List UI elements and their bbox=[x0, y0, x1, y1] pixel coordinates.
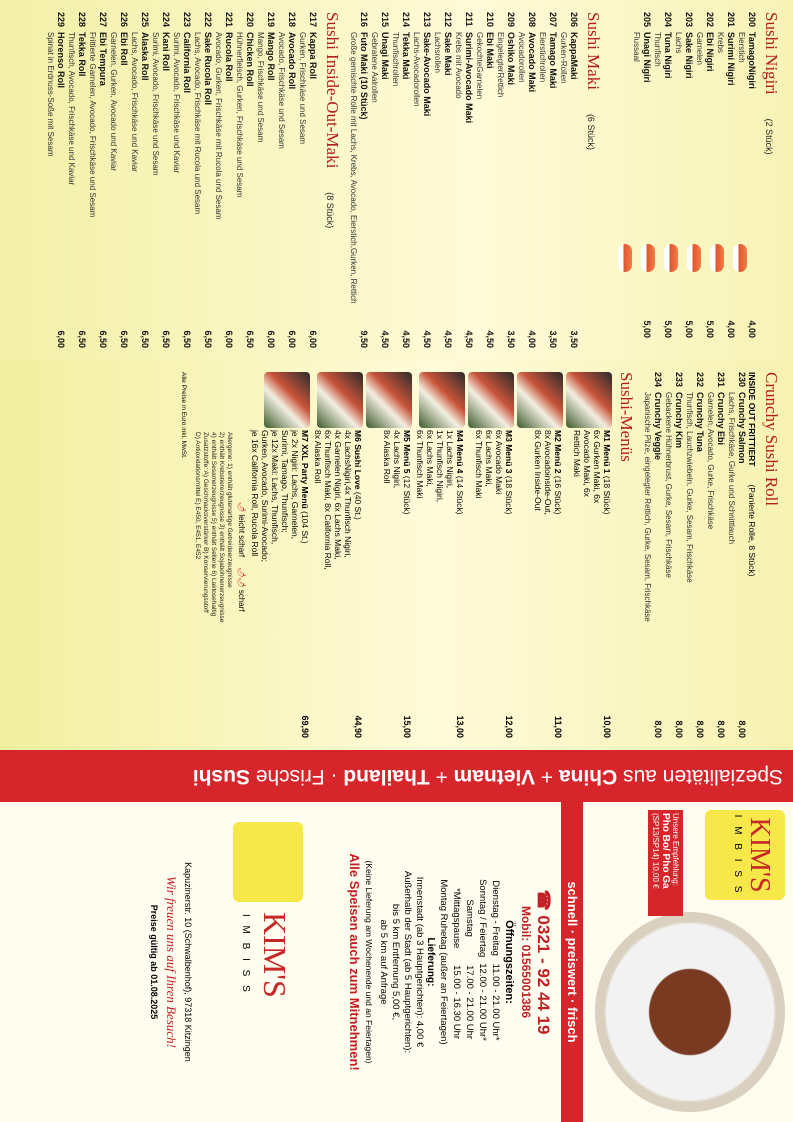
sushi-photo bbox=[317, 372, 363, 428]
sushi-photo bbox=[517, 372, 563, 428]
menu-item: 209 Oshiko Maki EingelegterRettich 3,50 bbox=[496, 12, 516, 348]
delivery-info: Innenstadt (ab 3 Hauptgerichten): 4,00 € Außerhalb der Stadt (ab 5 Hauptgerichten): bis 5 km Entfernung 5,00 €, ab 5 km auf Anfrage bbox=[378, 870, 425, 1054]
menus-section-title: Sushi-Menüs bbox=[617, 372, 636, 462]
allergen-notes bbox=[193, 432, 233, 738]
menu-item: 207 Tamago Maki Eierstichrollen 3,50 bbox=[538, 12, 558, 348]
menu-item: 222 Sake Rucola Roll Lachs, Avocado, Frischkäse mit Rucola und Sesam 6,50 bbox=[193, 12, 213, 348]
menu-item: 233 Crunchy Kim Gebackene Hühnerbrust, Gurke, Sesam, Frischkäse 8,00 bbox=[664, 372, 684, 738]
sushi-photo bbox=[366, 372, 412, 428]
sushi-photo bbox=[566, 372, 612, 428]
allergen-line: Allergene: 1) enthält glutenartige Getreideerzeugnisse bbox=[226, 432, 233, 588]
menu-set: M5 Menü 5 (12 Stück) 4x Lachs Nigiri, 8x Alaska Roll 15,00 bbox=[366, 372, 412, 738]
crunchy-list bbox=[642, 372, 747, 738]
menu-item: 231 Crunchy Ebi Garnelen, Avocado, Gurke, Frischkäse 8,00 bbox=[706, 372, 726, 738]
hours-row: Dienstag - Freitag 11.00 - 21.00 Uhr* bbox=[490, 880, 501, 1041]
prices-note: Alle Preise in Euro inkl. MwSt. bbox=[180, 372, 187, 459]
menu-item: 225 Alaska Roll Lachs, Avocado, Frischkäse und Kaviar 6,50 bbox=[130, 12, 150, 348]
header-area bbox=[583, 802, 793, 1122]
menu-item: 216 Futo Maki (10 Stück) Große gemischte Rolle mit Lachs, Krebs, Avocado, Eierstich,Gurken, Rettich 9,50 bbox=[349, 12, 369, 348]
phone-icon: ☎ bbox=[534, 889, 553, 911]
menu-item: 208 Avocado Maki Avocadorollen 4,00 bbox=[517, 12, 537, 348]
menus-list bbox=[250, 372, 612, 738]
address: Kapuzinerstr. 10 (Schwalbenhof), 97318 Kitzingen bbox=[183, 862, 193, 1062]
allergen-line: 4) enthält Sesamerzeugnisse 5) enthält Sellerie 6) Laktosehaltig bbox=[210, 432, 217, 617]
menu-item: 215 Unagi Maki Gebratene Aalrollen 4,50 bbox=[370, 12, 390, 348]
menu-item: 210 Ebi Maki GekochteGarnelen 4,50 bbox=[475, 12, 495, 348]
menu-item: 201 Surimi Nigiri Krebs bbox=[716, 12, 736, 86]
menu-item: 206 KappaMaki Gurken-Rollen 3,50 bbox=[559, 12, 579, 348]
nigiri-photo bbox=[611, 242, 757, 302]
mobile-number[interactable]: Mobil: 01565001386 bbox=[519, 905, 533, 1019]
menu-item: 229 Horenso Roll Spinat in Erdnuss-Soße mit Sesam 6,00 bbox=[46, 12, 66, 348]
menu-item: 223 California Roll Surimi, Avocado, Frischkäse und Kaviar 6,50 bbox=[172, 12, 192, 348]
sushi-photo bbox=[419, 372, 465, 428]
menu-item: 205 Unagi Nigiri Flussaal bbox=[632, 12, 652, 83]
menu-item: 228 Tekka Roll Thunfisch, Avocado, Frischkäse und Kaviar 6,50 bbox=[67, 12, 87, 348]
no-delivery-note: (Keine Lieferung am Wochenende und an Feiertagen) bbox=[364, 860, 374, 1064]
menu-item: 217 Kappa Roll Gurken, Frischkäse und Sesam 6,00 bbox=[298, 12, 318, 348]
menu-item: 227 Ebi Tempura Frittierte Garnelen, Avocado, Frischkäse und Sesam 6,50 bbox=[88, 12, 108, 348]
allergen-line: Zusatzstoffe: A) Geschmacksverstärker B) Konservierungsstoff bbox=[202, 432, 209, 613]
menu-set: M1 Menü 1 (18 Stück) 6x Gurken Maki, 6x Avocado Maki, 6x Rettich Maki 10,00 bbox=[566, 372, 612, 738]
chili-legend: 🌶 leicht scharf 🌶🌶 scharf bbox=[237, 502, 246, 612]
right-panel bbox=[0, 750, 793, 1122]
menu-item: 203 Sake Nigiri Lachs bbox=[674, 12, 694, 79]
sushi-photo bbox=[468, 372, 514, 428]
left-panel bbox=[0, 0, 793, 360]
menu-item: 200 TamagoNigiri Eierstich bbox=[737, 12, 757, 89]
phone-number[interactable]: ☎ 0321 - 92 44 19 bbox=[534, 889, 553, 1035]
insideout-section-title: Sushi Inside-Out-Maki(8 Stück) bbox=[323, 12, 342, 229]
nigiri-prices: 4,00 4,00 5,00 5,00 5,00 5,00 bbox=[642, 320, 757, 338]
rest-day: Montag Ruhetag (außer an Feiertagen) bbox=[438, 879, 449, 1045]
crunchy-subtitle: INSIDE OUT FRITTIERT bbox=[747, 372, 757, 467]
menu-set: M6 Sushi Love (40 St.) 4x LachsNigiri,4x Thunfisch Nigiri, 4x Garnelen Nigiri, 6x Lachs Maki, 6x Thunfisch Maki, 8x California Roll, 8x Alaska Roll 44,90 bbox=[313, 372, 363, 738]
pho-bowl-photo bbox=[595, 912, 785, 1112]
crunchy-section-title: Crunchy Sushi Roll bbox=[762, 372, 781, 507]
nigiri-list bbox=[611, 12, 757, 242]
menu-item: 224 Kani Roll Surimi, Avocado, Frischkäse und Sesam 6,50 bbox=[151, 12, 171, 348]
nigiri-section-title: Sushi Nigiri(2 Stück) bbox=[762, 12, 781, 155]
menu-item: 220 Chicken Roll Hühnerfleisch, Gurken, Frischkäse und Sesam 6,50 bbox=[235, 12, 255, 348]
menu-item: 219 Mango Roll Mango, Frischkäse und Sesam 6,00 bbox=[256, 12, 276, 348]
hours-row: Sonntag / Feiertag 12.00 - 21.00 Uhr* bbox=[477, 879, 488, 1041]
middle-panel bbox=[0, 360, 793, 750]
allergen-line: 2) enthält Krebstiererzeugnisse 3) enthält Sojabohnenerzeugnisse bbox=[218, 432, 225, 623]
menu-set: M3 Menü 3 (18 Stück) 6x Avocado Maki 6x Lachs Maki, 6x Thunfisch Maki 12,00 bbox=[468, 372, 514, 738]
menu-item: 202 Ebi Nigiri Garnelen bbox=[695, 12, 715, 72]
delivery-title: Lieferung: bbox=[425, 937, 436, 987]
menu-item: 212 Sake Maki Lachsrollen 4,50 bbox=[433, 12, 453, 348]
footer-logo: KIM'S I M B I S S bbox=[203, 822, 303, 1102]
menu-item: 204 Tuna Nigiri Thunfisch bbox=[653, 12, 673, 79]
footer-info bbox=[149, 812, 193, 1112]
sushi-photo bbox=[264, 372, 310, 428]
crunchy-subtitle-2: (Panierte Rolle, 8 Stück) bbox=[747, 484, 757, 577]
kims-logo: KIM'S I M B I S S bbox=[705, 810, 785, 900]
menu-item: 234 Crunchy Veggie Japanische Pilze, eingelegter Rettich, Gurke, Sesam, Frischkäse 8,00 bbox=[643, 372, 663, 738]
menu-item: 230 Crunchy Salmon Lachs, Frischkäse, Gurke und Schnittlauch 8,00 bbox=[727, 372, 747, 738]
welcome-text: Wir freuen uns auf Ihren Besuch! bbox=[164, 876, 179, 1048]
menu-item: 211 Surimi-Avocado Maki Krebs mit Avocado 4,50 bbox=[454, 12, 474, 348]
menu-item: 213 Sake-Avocado Maki Lachs-Avocadorollen 4,50 bbox=[412, 12, 432, 348]
menu-item: 221 Rucola Roll Avocado, Gurken, Frischkäse mit Rucola und Sesam 6,00 bbox=[214, 12, 234, 348]
takeaway-note: Alle Speisen auch zum Mitnehmen! bbox=[347, 853, 362, 1071]
maki-section-title: Sushi Maki(6 Stück) bbox=[584, 12, 603, 150]
menu-set: M7 XXL Party Menü (104 St.) je 2x Nigiri: Lachs, Garnelen, Surimi, Tamago, Thunfisch; je 12x Maki: Lachs, Thunfisch, Gurken, Avocado, Surimi-Avocado; je 16x California Roll, Rucola Roll 69,90 bbox=[250, 372, 310, 738]
menu-set: M2 Menü 2 (16 Stück) 8x Avocadoinside-Out, 8x Gurken Inside-Out 11,00 bbox=[517, 372, 563, 738]
menu-set: M4 Menü 4 (14 Stück) 1x Lachs Nigiri, 1x Thunfisch Nigiri, 6x Lachs Maki, 6x Thunfisch Maki 13,00 bbox=[415, 372, 465, 738]
specialties-banner: Spezialitäten aus China + Vietnam + Thailand · Frische Sushi bbox=[0, 750, 793, 802]
valid-date: Preise gültig ab 01.08.2025 bbox=[149, 904, 159, 1020]
menu-item: 214 Tekka Maki Thunfischrollen 4,50 bbox=[391, 12, 411, 348]
menu-item: 226 Ebi Roll Garnelen, Gurken, Avocado und Kaviar 6,50 bbox=[109, 12, 129, 348]
hours-row: Samstag 17.00 - 21.00 Uhr bbox=[464, 899, 475, 1040]
insideout-list bbox=[45, 12, 318, 348]
menu-item: 232 Crunchy Tuna Thunfisch, Lauchzwiebeln, Gurke, Sesam, Frischkäse 8,00 bbox=[685, 372, 705, 738]
recommendation-badge: Unsere Empfehlung: Pho Bo/ Pho Ga (SP13/SP14) 10,00 € bbox=[648, 810, 683, 916]
slogan-bar: schnell · preiswert · frisch bbox=[561, 802, 583, 1122]
contact-block bbox=[347, 812, 553, 1112]
menu-item: 218 Avocado Roll Avocado, Frischkäse und Sesam 6,00 bbox=[277, 12, 297, 348]
hours-title: Öffnungszeiten: bbox=[503, 920, 515, 1004]
maki-list bbox=[348, 12, 579, 348]
opening-hours bbox=[449, 877, 503, 1047]
hours-row: *Mittagspause 15.00 - 16.30 Uhr bbox=[451, 888, 462, 1040]
allergen-line: D) Antioxidationsmittel E) E450, E451, E452 bbox=[194, 432, 201, 560]
